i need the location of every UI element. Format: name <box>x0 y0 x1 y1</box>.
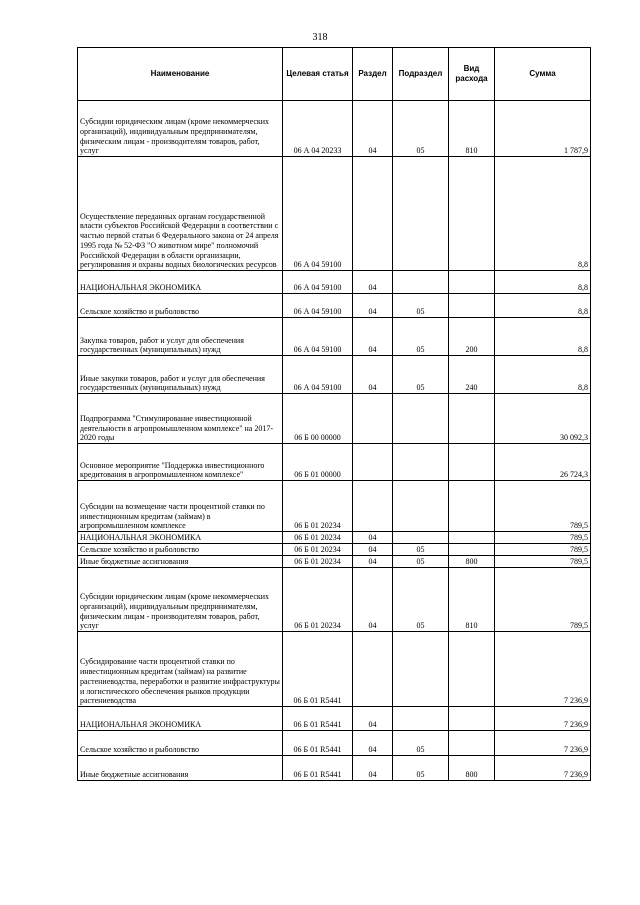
table-row <box>78 544 591 556</box>
row-name: НАЦИОНАЛЬНАЯ ЭКОНОМИКА <box>78 271 283 294</box>
row-sum: 789,5 <box>495 532 591 544</box>
row-subsection <box>393 444 449 481</box>
row-subsection <box>393 707 449 731</box>
row-name: Иные бюджетные ассигнования <box>78 556 283 568</box>
row-article: 06 Б 01 R5441 <box>283 756 353 781</box>
row-section: 04 <box>353 294 393 318</box>
row-section: 04 <box>353 271 393 294</box>
row-section <box>353 444 393 481</box>
row-section <box>353 157 393 271</box>
row-name: Закупка товаров, работ и услуг для обеспечения государственных (муниципальных) нужд <box>78 318 283 356</box>
row-name: НАЦИОНАЛЬНАЯ ЭКОНОМИКА <box>78 532 283 544</box>
row-type <box>449 271 495 294</box>
row-article: 06 Б 01 20234 <box>283 544 353 556</box>
row-sum: 8,8 <box>495 271 591 294</box>
row-subsection: 05 <box>393 568 449 632</box>
row-article: 06 Б 01 R5441 <box>283 632 353 707</box>
row-name: Основное мероприятие "Поддержка инвестиционного кредитования в агропромышленном комплексе" <box>78 444 283 481</box>
row-article: 06 Б 01 R5441 <box>283 707 353 731</box>
row-type <box>449 532 495 544</box>
header-section: Раздел <box>353 48 393 101</box>
header-subsection: Подраздел <box>393 48 449 101</box>
row-sum: 26 724,3 <box>495 444 591 481</box>
row-type: 800 <box>449 756 495 781</box>
table-row <box>78 532 591 544</box>
row-type: 810 <box>449 568 495 632</box>
row-sum: 8,8 <box>495 356 591 394</box>
row-subsection <box>393 271 449 294</box>
row-section <box>353 632 393 707</box>
row-type: 810 <box>449 101 495 157</box>
row-sum: 7 236,9 <box>495 756 591 781</box>
table-header-row <box>78 48 591 101</box>
row-subsection: 05 <box>393 294 449 318</box>
row-article: 06 Б 00 00000 <box>283 394 353 444</box>
row-name: Субсидии юридическим лицам (кроме некоммерческих организаций), индивидуальным предпринимателям, физическим лицам - производителям товаров, работ, услуг <box>78 568 283 632</box>
row-sum: 30 092,3 <box>495 394 591 444</box>
row-sum: 7 236,9 <box>495 707 591 731</box>
table-row <box>78 294 591 318</box>
row-section <box>353 394 393 444</box>
row-sum: 789,5 <box>495 556 591 568</box>
row-section: 04 <box>353 756 393 781</box>
table-row <box>78 444 591 481</box>
row-subsection: 05 <box>393 731 449 756</box>
row-subsection: 05 <box>393 756 449 781</box>
row-section: 04 <box>353 356 393 394</box>
row-sum: 789,5 <box>495 544 591 556</box>
row-article: 06 А 04 59100 <box>283 356 353 394</box>
row-subsection <box>393 632 449 707</box>
header-sum: Сумма <box>495 48 591 101</box>
row-name: Иные закупки товаров, работ и услуг для обеспечения государственных (муниципальных) нужд <box>78 356 283 394</box>
row-article: 06 А 04 59100 <box>283 318 353 356</box>
row-sum: 7 236,9 <box>495 632 591 707</box>
row-type: 200 <box>449 318 495 356</box>
row-type <box>449 632 495 707</box>
row-section: 04 <box>353 544 393 556</box>
table-row <box>78 356 591 394</box>
row-name: Субсидирование части процентной ставки по инвестиционным кредитам (займам) на развитие растениеводства, переработки и развитие инфраструктуры и логистического обеспечения рынков продукции растениеводства <box>78 632 283 707</box>
row-name: Субсидии на возмещение части процентной ставки по инвестиционным кредитам (займам) в агропромышленном комплексе <box>78 481 283 532</box>
row-article: 06 Б 01 00000 <box>283 444 353 481</box>
row-name: Сельское хозяйство и рыболовство <box>78 544 283 556</box>
row-section: 04 <box>353 568 393 632</box>
table-row <box>78 481 591 532</box>
table-row <box>78 731 591 756</box>
row-subsection: 05 <box>393 544 449 556</box>
header-type: Вид расхода <box>449 48 495 101</box>
row-article: 06 Б 01 R5441 <box>283 731 353 756</box>
row-name: Иные бюджетные ассигнования <box>78 756 283 781</box>
page-number: 318 <box>312 32 328 43</box>
row-subsection <box>393 157 449 271</box>
row-name: Сельское хозяйство и рыболовство <box>78 294 283 318</box>
row-section: 04 <box>353 731 393 756</box>
row-section <box>353 481 393 532</box>
row-section: 04 <box>353 556 393 568</box>
row-name: Осуществление переданных органам государственной власти субъектов Российской Федерации в соответствии с частью первой статьи 6 Федерального закона от 24 апреля 1995 года № 52-ФЗ "О животном мире" полномочий Российской Федерации в области организации, регулирования и охраны водных биологических ресурсов <box>78 157 283 271</box>
table-row <box>78 707 591 731</box>
row-article: 06 А 04 20233 <box>283 101 353 157</box>
row-article: 06 Б 01 20234 <box>283 556 353 568</box>
row-sum: 8,8 <box>495 157 591 271</box>
row-type <box>449 707 495 731</box>
row-section: 04 <box>353 101 393 157</box>
row-subsection: 05 <box>393 356 449 394</box>
table-row <box>78 271 591 294</box>
row-sum: 1 787,9 <box>495 101 591 157</box>
row-type: 240 <box>449 356 495 394</box>
table-row <box>78 756 591 781</box>
table-row <box>78 101 591 157</box>
row-type <box>449 157 495 271</box>
row-subsection: 05 <box>393 556 449 568</box>
row-subsection: 05 <box>393 101 449 157</box>
header-article: Целевая статья <box>283 48 353 101</box>
row-subsection <box>393 481 449 532</box>
row-name: Подпрограмма "Стимулирование инвестиционной деятельности в агропромышленном комплексе" на 2017-2020 годы <box>78 394 283 444</box>
row-name: Субсидии юридическим лицам (кроме некоммерческих организаций), индивидуальным предпринимателям, физическим лицам - производителям товаров, работ, услуг <box>78 101 283 157</box>
row-article: 06 А 04 59100 <box>283 157 353 271</box>
budget-table <box>77 47 591 781</box>
row-article: 06 Б 01 20234 <box>283 481 353 532</box>
row-sum: 8,8 <box>495 318 591 356</box>
table-row <box>78 318 591 356</box>
table-row <box>78 568 591 632</box>
table-row <box>78 632 591 707</box>
row-type <box>449 544 495 556</box>
row-sum: 789,5 <box>495 481 591 532</box>
row-type <box>449 294 495 318</box>
row-sum: 7 236,9 <box>495 731 591 756</box>
table-row <box>78 157 591 271</box>
row-type <box>449 394 495 444</box>
row-section: 04 <box>353 318 393 356</box>
row-section: 04 <box>353 707 393 731</box>
row-type: 800 <box>449 556 495 568</box>
row-type <box>449 481 495 532</box>
row-section: 04 <box>353 532 393 544</box>
table-row <box>78 394 591 444</box>
row-article: 06 Б 01 20234 <box>283 532 353 544</box>
header-name: Наименование <box>78 48 283 101</box>
row-subsection <box>393 532 449 544</box>
row-sum: 8,8 <box>495 294 591 318</box>
row-type <box>449 731 495 756</box>
row-subsection <box>393 394 449 444</box>
table-row <box>78 556 591 568</box>
row-subsection: 05 <box>393 318 449 356</box>
row-article: 06 А 04 59100 <box>283 294 353 318</box>
row-sum: 789,5 <box>495 568 591 632</box>
row-article: 06 Б 01 20234 <box>283 568 353 632</box>
row-type <box>449 444 495 481</box>
row-name: Сельское хозяйство и рыболовство <box>78 731 283 756</box>
row-name: НАЦИОНАЛЬНАЯ ЭКОНОМИКА <box>78 707 283 731</box>
row-article: 06 А 04 59100 <box>283 271 353 294</box>
